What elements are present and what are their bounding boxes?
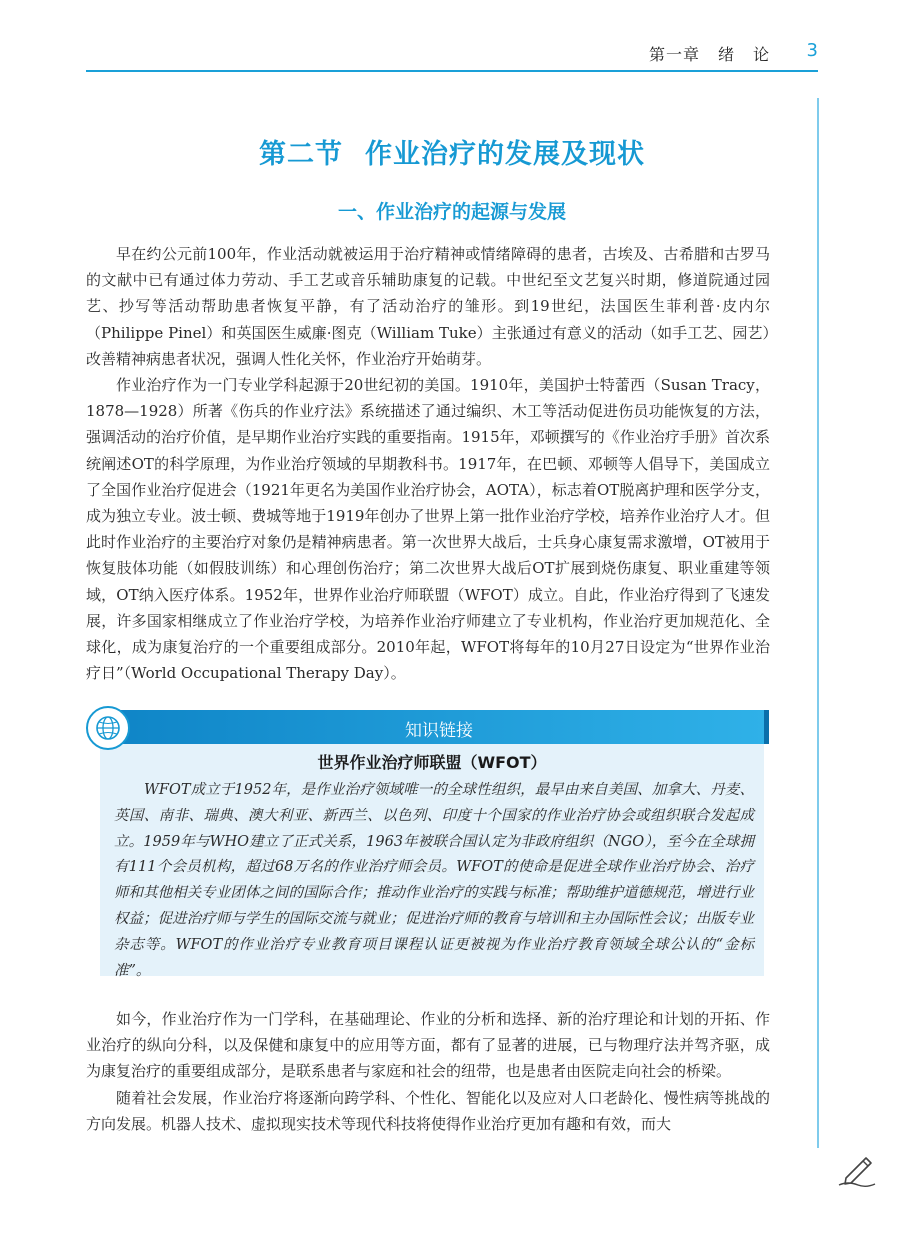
chapter-prefix: 第一章 (648, 45, 700, 64)
pencil-note-icon (836, 1154, 878, 1188)
paragraph-4: 随着社会发展，作业治疗将逐渐向跨学科、个性化、智能化以及应对人口老龄化、慢性病等挑战的方向发展。机器人技术、虚拟现实技术等现代科技将使得作业治疗更加有趣和有效，而大 (86, 1088, 770, 1133)
knowledge-link-text (114, 778, 754, 984)
side-rule (817, 98, 819, 1148)
page-header (86, 36, 818, 72)
knowledge-link-bar (114, 710, 769, 744)
body-text-bottom (86, 1006, 770, 1137)
section-title (86, 132, 818, 171)
globe-icon (86, 706, 130, 750)
knowledge-link-content (100, 744, 764, 979)
chapter-title-2: 论 (752, 45, 770, 64)
paragraph-3: 如今，作业治疗作为一门学科，在基础理论、作业的分析和选择、新的治疗理论和计划的开拓、作业治疗的纵向分科，以及保健和康复中的应用等方面，都有了显著的进展，已与物理疗法并驾齐驱，成为康复治疗的重要组成部分，是联系患者与家庭和社会的纽带，也是患者由医院走向社会的桥梁。 (86, 1010, 770, 1081)
body-text-top (86, 241, 770, 686)
section-text: 作业治疗的发展及现状 (365, 139, 645, 170)
paragraph-1: 早在约公元前100年，作业活动就被运用于治疗精神或情绪障碍的患者，古埃及、古希腊和古罗马的文献中已有通过体力劳动、手工艺或音乐辅助康复的记载。中世纪至文艺复兴时期，修道院通过园艺、抄写等活动帮助患者恢复平静，有了活动治疗的雏形。到19世纪，法国医生菲利普·皮内尔（Philippe Pinel）和英国医生威廉·图克（William Tuke）主张通过有意义的活动（如手工艺、园艺）改善精神病患者状况，强调人性化关怀，作业治疗开始萌芽。 (86, 245, 770, 368)
chapter-label (649, 42, 770, 65)
chapter-title-1: 绪 (717, 45, 735, 64)
knowledge-link-paragraph: WFOT成立于1952年，是作业治疗领域唯一的全球性组织，最早由来自美国、加拿大、丹麦、英国、南非、瑞典、澳大利亚、新西兰、以色列、印度十个国家的作业治疗协会或组织联合发起成立。1959年与WHO建立了正式关系，1963年被联合国认定为非政府组织（NGO），至今在全球拥有111个会员机构，超过68万名的作业治疗师会员。WFOT的使命是促进全球作业治疗协会、治疗师和其他相关专业团体之间的国际合作；推动作业治疗的实践与标准；帮助维护道德规范，增进行业权益；促进治疗师与学生的国际交流与就业；促进治疗师的教育与培训和主办国际性会议；出版专业杂志等。WFOT的作业治疗专业教育项目课程认证更被视为作业治疗教育领域全球公认的“金标准”。 (114, 782, 754, 979)
page-number: 3 (806, 40, 818, 61)
section-number: 第二节 (259, 139, 343, 170)
subsection-title: 一、作业治疗的起源与发展 (337, 201, 566, 223)
paragraph-2: 作业治疗作为一门专业学科起源于20世纪初的美国。1910年，美国护士特蕾西（Susan Tracy，1878—1928）所著《伤兵的作业疗法》系统描述了通过编织、木工等活动促进伤员功能恢复的方法，强调活动的治疗价值，是早期作业治疗实践的重要指南。1915年，邓顿撰写的《作业治疗手册》首次系统阐述OT的科学原理，为作业治疗领域的早期教科书。1917年，在巴顿、邓顿等人倡导下，美国成立了全国作业治疗促进会（1921年更名为美国作业治疗协会，AOTA），标志着OT脱离护理和医学分支，成为独立专业。波士顿、费城等地于1919年创办了世界上第一批作业治疗学校，培养作业治疗人才。但此时作业治疗的主要治疗对象仍是精神病患者。第一次世界大战后，士兵身心康复需求激增，OT被用于恢复肢体功能（如假肢训练）和心理创伤治疗；第二次世界大战后OT扩展到烧伤康复、职业重建等领域，OT纳入医疗体系。1952年，世界作业治疗师联盟（WFOT）成立。自此，作业治疗得到了飞速发展，许多国家相继成立了作业治疗学校，为培养作业治疗师建立了专业机构，作业治疗更加规范化、全球化，成为康复治疗的一个重要组成部分。2010年起，WFOT将每年的10月27日设定为“世界作业治疗日”（World Occupational Therapy Day）。 (86, 376, 770, 683)
knowledge-link-box (86, 706, 770, 978)
knowledge-link-label: 知识链接 (405, 721, 473, 741)
knowledge-link-title: 世界作业治疗师联盟（WFOT） (317, 753, 547, 772)
